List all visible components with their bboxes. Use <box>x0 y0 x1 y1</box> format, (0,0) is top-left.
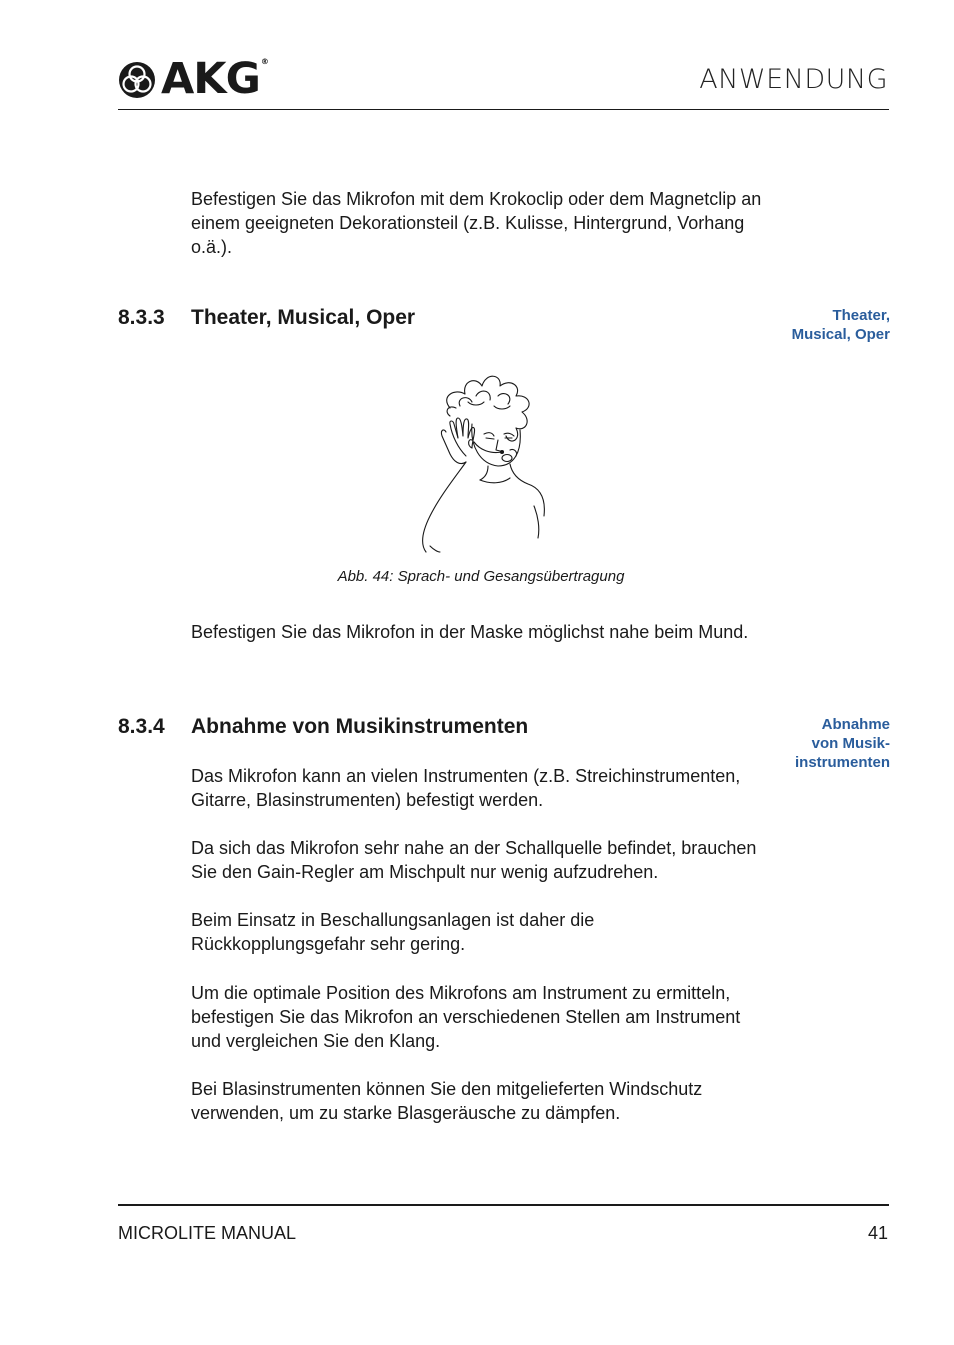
section-834-paragraph: Das Mikrofon kann an vielen Instrumenten (z.B. Streichinstrumenten, Gitarre, Blasinstrumenten) befestigt werden. <box>191 766 741 810</box>
page-number: 41 <box>867 1223 888 1243</box>
section-title: Abnahme von Musikinstrumenten <box>191 715 529 738</box>
section-834-paragraph: Um die optimale Position des Mikrofons am Instrument zu ermitteln, befestigen Sie das Mikrofon an verschiedenen Stellen am Instrument und vergleichen Sie den Klang. <box>191 983 741 1051</box>
section-heading-8-3-3 <box>118 306 415 330</box>
section-title: Theater, Musical, Oper <box>191 306 416 329</box>
akg-logo <box>118 54 268 104</box>
section-833-paragraph: Befestigen Sie das Mikrofon in der Maske möglichst nahe beim Mund. <box>191 622 749 642</box>
singer-with-headset-illustration <box>410 366 556 556</box>
footer-divider <box>118 1204 889 1206</box>
figure-caption: Abb. 44: Sprach- und Gesangsübertragung <box>337 568 625 585</box>
section-number: 8.3.3 <box>118 306 165 329</box>
section-834-paragraph: Bei Blasinstrumenten können Sie den mitgelieferten Windschutz verwenden, um zu starke Blasgeräusche zu dämpfen. <box>191 1079 703 1123</box>
section-834-paragraph: Da sich das Mikrofon sehr nahe an der Schallquelle befindet, brauchen Sie den Gain-Regler am Mischpult nur wenig aufzudrehen. <box>191 838 757 882</box>
brand-name: AKG® <box>161 54 268 104</box>
footer-manual-title: MICROLITE MANUAL <box>118 1223 297 1243</box>
margin-note-instruments: Abnahme von Musik- instrumenten <box>794 716 890 771</box>
header-divider <box>118 109 889 110</box>
akg-emblem-icon <box>118 61 156 99</box>
section-number: 8.3.4 <box>118 715 165 738</box>
page-section-title: ANWENDUNG <box>699 64 888 95</box>
section-834-paragraph: Beim Einsatz in Beschallungsanlagen ist daher die Rückkopplungsgefahr sehr gering. <box>191 910 595 954</box>
margin-note-theater: Theater, Musical, Oper <box>791 307 890 343</box>
intro-paragraph: Befestigen Sie das Mikrofon mit dem Krokoclip oder dem Magnetclip an einem geeigneten Dekorationsteil (z.B. Kulisse, Hintergrund, Vorhang o.ä.). <box>191 189 762 257</box>
section-heading-8-3-4 <box>118 715 528 739</box>
